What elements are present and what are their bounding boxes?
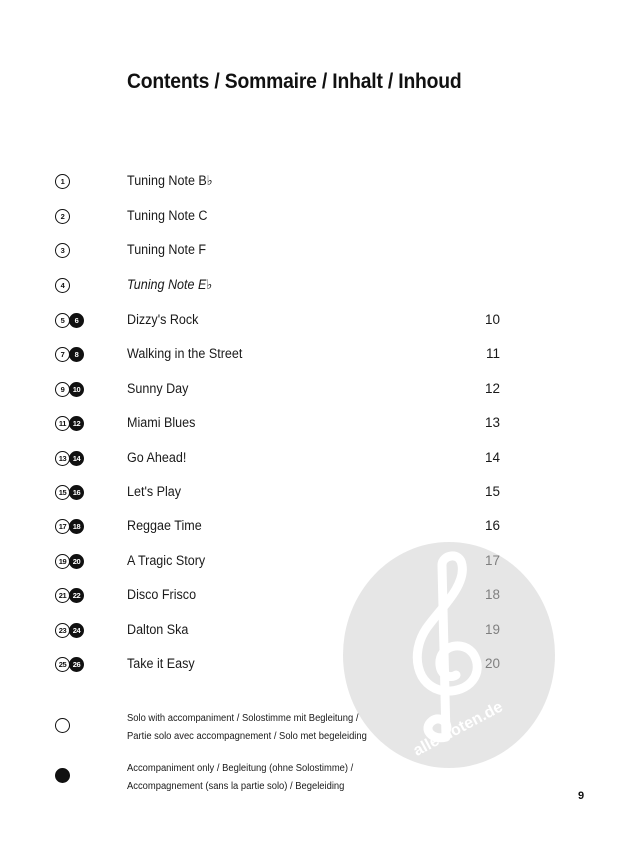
track-number-solo-icon: 17 [55, 519, 70, 534]
track-numbers [55, 243, 70, 259]
track-number-solo-icon: 4 [55, 278, 70, 293]
toc-entry [0, 209, 640, 231]
track-numbers [55, 382, 84, 398]
track-number-solo-icon: 2 [55, 209, 70, 224]
track-number-accompaniment-icon: 16 [69, 485, 84, 500]
track-numbers [55, 657, 84, 673]
open-circle-icon [55, 718, 70, 733]
track-numbers [55, 519, 84, 535]
legend-solo-text [127, 710, 367, 746]
watermark-text: alle-noten.de [410, 698, 506, 760]
track-numbers [55, 416, 84, 432]
toc-entry-page: 16 [484, 518, 500, 533]
track-number-accompaniment-icon: 20 [69, 554, 84, 569]
toc-entry-title: Tuning Note F [127, 242, 207, 257]
toc-entry-page: 15 [484, 484, 500, 499]
toc-entry-title: Disco Frisco [127, 587, 197, 602]
track-number-accompaniment-icon: 26 [69, 657, 84, 672]
track-number-accompaniment-icon: 22 [69, 588, 84, 603]
toc-entry-title: Tuning Note E♭ [127, 277, 213, 292]
legend-accompaniment-line-2: Accompagnement (sans la partie solo) / Begeleiding [127, 781, 345, 792]
track-number-solo-icon: 5 [55, 313, 70, 328]
filled-circle-icon [55, 768, 70, 783]
page-number: 9 [578, 790, 585, 802]
toc-entry-page: 14 [484, 450, 500, 465]
toc-entry-title: Dizzy's Rock [127, 312, 199, 327]
toc-entry-title: Tuning Note C [127, 208, 208, 223]
toc-entry [0, 519, 640, 541]
track-number-accompaniment-icon: 10 [69, 382, 84, 397]
track-number-accompaniment-icon: 8 [69, 347, 84, 362]
track-number-accompaniment-icon: 18 [69, 519, 84, 534]
toc-entry [0, 174, 640, 196]
toc-entry-page: 13 [484, 415, 500, 430]
track-number-solo-icon: 3 [55, 243, 70, 258]
toc-entry-page: 11 [485, 346, 500, 361]
track-numbers [55, 554, 84, 570]
track-numbers [55, 278, 70, 294]
toc-entry-page: 10 [484, 312, 500, 327]
toc-entry [0, 278, 640, 300]
track-number-solo-icon: 15 [55, 485, 70, 500]
track-numbers [55, 451, 84, 467]
track-numbers [55, 174, 70, 190]
toc-entry-title: Dalton Ska [127, 622, 189, 637]
track-number-solo-icon: 23 [55, 623, 70, 638]
track-number-solo-icon: 9 [55, 382, 70, 397]
track-numbers [55, 347, 84, 363]
track-numbers [55, 623, 84, 639]
track-number-accompaniment-icon: 24 [69, 623, 84, 638]
track-number-solo-icon: 21 [55, 588, 70, 603]
track-numbers [55, 209, 70, 225]
treble-clef-watermark [342, 541, 556, 769]
toc-entry [0, 382, 640, 404]
track-number-solo-icon: 11 [55, 416, 70, 431]
legend-accompaniment-line-1: Accompaniment only / Begleitung (ohne Solostimme) / [127, 763, 354, 774]
legend-solo-line-1: Solo with accompaniment / Solostimme mit Begleitung / [127, 713, 359, 724]
track-number-solo-icon: 13 [55, 451, 70, 466]
track-numbers [55, 588, 84, 604]
toc-entry [0, 416, 640, 438]
toc-entry [0, 347, 640, 369]
toc-entry-title: A Tragic Story [127, 553, 206, 568]
toc-entry [0, 313, 640, 335]
track-number-solo-icon: 1 [55, 174, 70, 189]
legend-accompaniment-text [127, 760, 353, 796]
toc-entry [0, 485, 640, 507]
toc-entry [0, 243, 640, 265]
toc-entry-title: Reggae Time [127, 518, 202, 533]
track-number-accompaniment-icon: 12 [69, 416, 84, 431]
toc-entry-title: Sunny Day [127, 381, 189, 396]
track-number-accompaniment-icon: 6 [69, 313, 84, 328]
track-numbers [55, 485, 84, 501]
track-number-solo-icon: 19 [55, 554, 70, 569]
page-title: Contents / Sommaire / Inhalt / Inhoud [127, 70, 462, 93]
toc-entry-page: 12 [484, 381, 500, 396]
toc-entry-title: Take it Easy [127, 656, 195, 671]
toc-entry-title: Miami Blues [127, 415, 196, 430]
toc-entry-title: Walking in the Street [127, 346, 243, 361]
toc-entry-title: Tuning Note B♭ [127, 173, 213, 188]
toc-entry [0, 451, 640, 473]
track-number-accompaniment-icon: 14 [69, 451, 84, 466]
track-number-solo-icon: 7 [55, 347, 70, 362]
track-number-solo-icon: 25 [55, 657, 70, 672]
track-numbers [55, 313, 84, 329]
toc-entry-title: Let's Play [127, 484, 182, 499]
toc-entry-title: Go Ahead! [127, 450, 187, 465]
legend-solo-line-2: Partie solo avec accompagnement / Solo met begeleiding [127, 731, 367, 742]
